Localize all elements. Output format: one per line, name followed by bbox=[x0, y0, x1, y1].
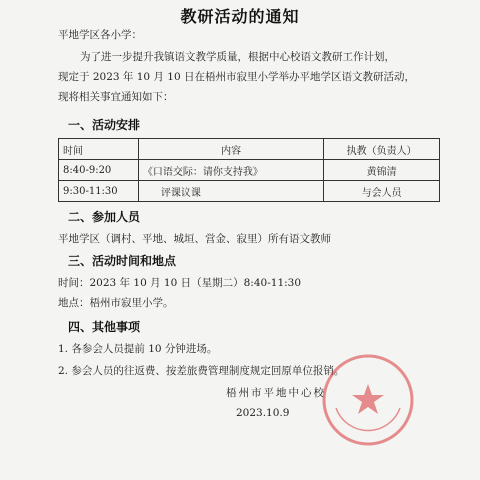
row-1-time: 8:40-9:20 bbox=[59, 160, 139, 181]
other-item-1: 1. 各参会人员提前 10 分钟进场。 bbox=[58, 343, 218, 355]
time-text: 时间：2023 年 10 月 10 日（星期二）8:40-11:30 bbox=[58, 277, 302, 289]
table-header-row bbox=[59, 139, 440, 160]
row-1-teacher: 黄锦清 bbox=[324, 160, 440, 181]
row-2-content: 评课议课 bbox=[138, 181, 323, 202]
signature-date: 2023.10.9 bbox=[236, 407, 290, 419]
row-2-time: 9:30-11:30 bbox=[59, 181, 139, 202]
header-content: 内容 bbox=[138, 139, 323, 160]
intro-line-1: 为了进一步提升我镇语文教学质量，根据中心校语文教研工作计划， bbox=[80, 51, 395, 63]
signature-unit: 梧州市平地中心校 bbox=[226, 387, 326, 399]
row-2-teacher: 与会人员 bbox=[324, 181, 440, 202]
section-heading-other: 四、其他事项 bbox=[68, 320, 141, 334]
intro-line-3: 现将相关事宜通知如下： bbox=[58, 91, 174, 103]
addressee: 平地学区各小学： bbox=[58, 29, 142, 41]
section-heading-time-place: 三、活动时间和地点 bbox=[68, 254, 177, 268]
document-title: 教研活动的通知 bbox=[180, 7, 300, 26]
section-heading-schedule: 一、活动安排 bbox=[68, 118, 141, 132]
place-text: 地点：梧州市寂里小学。 bbox=[58, 297, 174, 309]
intro-line-2: 现定于 2023 年 10 月 10 日在梧州市寂里小学举办平地学区语文教研活动， bbox=[58, 71, 415, 83]
section-heading-participants: 二、参加人员 bbox=[68, 210, 141, 224]
official-seal-stamp bbox=[318, 350, 418, 450]
header-time: 时间 bbox=[59, 139, 139, 160]
schedule-table bbox=[58, 138, 440, 202]
table-row bbox=[59, 160, 440, 181]
row-1-content: 《口语交际：请你支持我》 bbox=[138, 160, 323, 181]
other-item-2: 2. 参会人员的往返费、按差旅费管理制度规定回原单位报销。 bbox=[58, 365, 345, 377]
table-row bbox=[59, 181, 440, 202]
header-teacher: 执教（负责人） bbox=[324, 139, 440, 160]
participants-text: 平地学区（调村、平地、城垣、営金、寂里）所有语文教师 bbox=[58, 233, 331, 245]
